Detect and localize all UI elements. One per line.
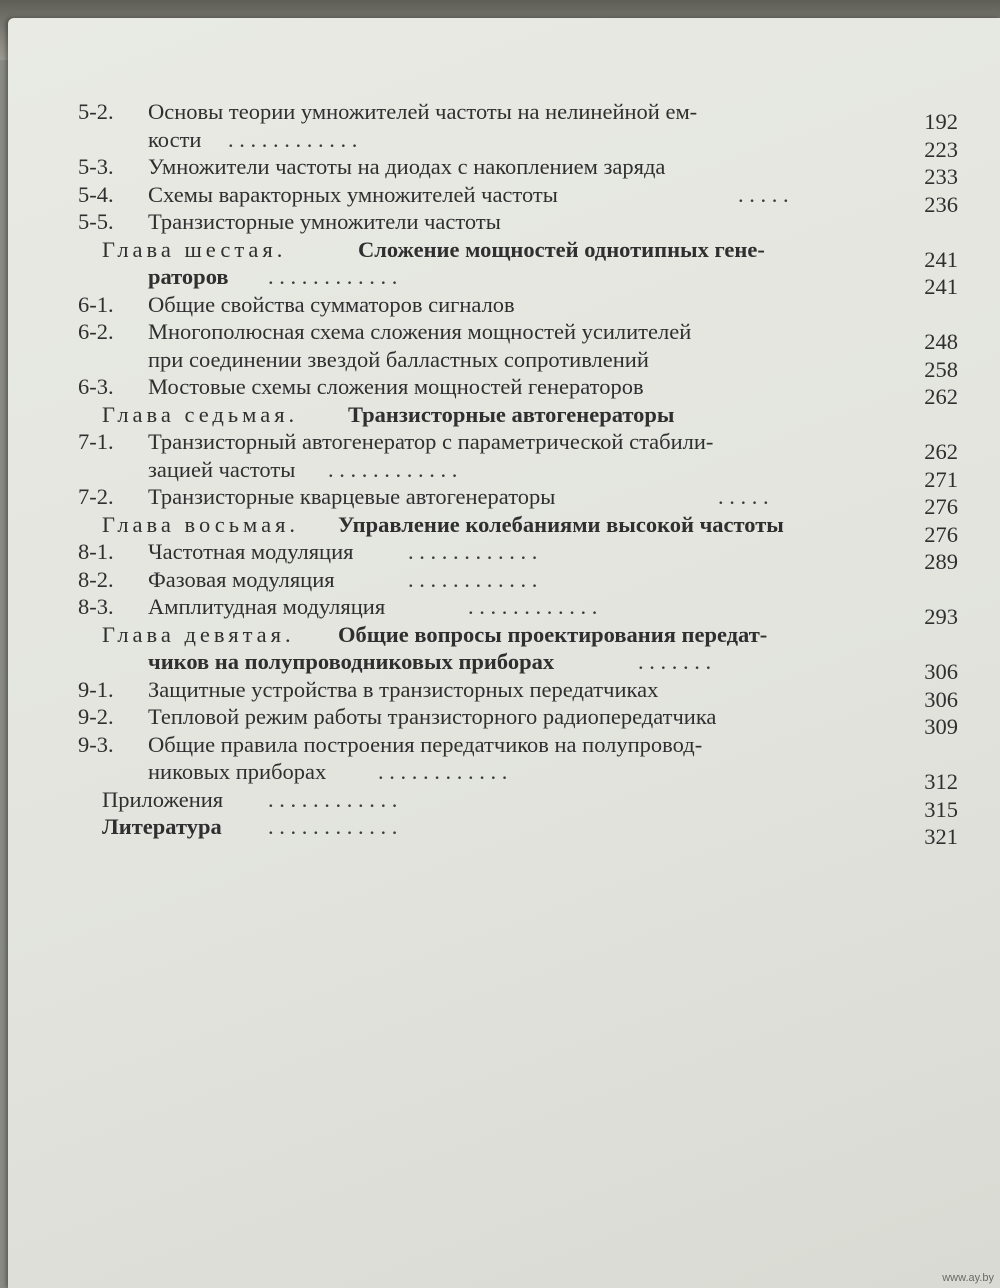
entry-title: Частотная модуляция — [148, 539, 354, 564]
toc-chapter — [78, 263, 958, 299]
entry-title: Схемы варакторных умножителей частоты — [148, 181, 558, 207]
chapter-label: Глава шестая. — [102, 236, 287, 262]
entry-number: 9-2. — [78, 704, 114, 729]
toc-entry — [78, 676, 958, 712]
page-number: 241 — [924, 246, 958, 272]
entry-number: 5-2. — [78, 99, 114, 124]
table-of-contents — [78, 98, 958, 849]
entry-number: 8-3. — [78, 594, 114, 619]
leader-dots: . . . . . — [718, 484, 769, 509]
toc-entry — [78, 566, 958, 594]
leader-dots: . . . . . . . . . . . . — [268, 264, 398, 289]
page-number: 192 — [924, 109, 958, 134]
entry-title: Мостовые схемы сложения мощностей генераторов — [148, 374, 644, 399]
page-number: 262 — [924, 384, 958, 409]
entry-title: Фазовая модуляция — [148, 566, 335, 592]
entry-title: зацией частоты — [148, 456, 296, 482]
toc-entry — [78, 813, 958, 849]
chapter-title: Общие вопросы проектирования передат- — [338, 621, 768, 647]
page-number: 276 — [924, 521, 958, 547]
toc-entry — [78, 786, 958, 822]
toc-chapter — [78, 401, 958, 429]
toc-chapter — [78, 648, 958, 684]
toc-entry — [78, 181, 958, 217]
page-number: 276 — [924, 494, 958, 519]
entry-title: при соединении звездой балластных сопротивлений — [148, 346, 649, 372]
entry-title: кости — [148, 126, 202, 152]
entry-title: Литература — [102, 814, 222, 839]
entry-number: 6-2. — [78, 319, 114, 344]
leader-dots: . . . . . . . . . . . . — [408, 539, 538, 564]
toc-entry — [78, 126, 958, 162]
chapter-label: Глава восьмая. — [102, 511, 300, 537]
entry-title: никовых приборах — [148, 759, 327, 784]
entry-number: 5-4. — [78, 181, 114, 207]
page-number: 233 — [924, 164, 958, 189]
entry-title: Транзисторные умножители частоты — [148, 209, 501, 234]
leader-dots: . . . . . . . . . . . . — [268, 814, 398, 839]
entry-number: 7-1. — [78, 429, 114, 454]
toc-entry — [78, 483, 958, 519]
toc-entry — [78, 703, 958, 739]
toc-entry — [78, 208, 958, 236]
toc-entry — [78, 593, 958, 629]
chapter-title: Управление колебаниями высокой частоты — [338, 511, 784, 537]
entry-number: 6-1. — [78, 291, 114, 317]
page-number: 271 — [924, 466, 958, 492]
leader-dots: . . . . . . . — [638, 649, 712, 674]
entry-title: Общие правила построения передатчиков на полупровод- — [148, 731, 703, 757]
entry-number: 9-3. — [78, 731, 114, 757]
chapter-label: Глава девятая. — [102, 621, 295, 647]
leader-dots: . . . . . . . . . . . . — [378, 759, 508, 784]
entry-number: 5-3. — [78, 154, 114, 179]
toc-chapter — [78, 511, 958, 547]
entry-number: 5-5. — [78, 209, 114, 234]
page-number: 236 — [924, 191, 958, 217]
page-number: 262 — [924, 439, 958, 464]
page-number: 312 — [924, 769, 958, 794]
leader-dots: . . . . . . . . . . . . — [228, 126, 358, 152]
entry-title: Многополюсная схема сложения мощностей усилителей — [148, 319, 692, 344]
entry-title: Тепловой режим работы транзисторного радиопередатчика — [148, 704, 717, 729]
chapter-label: Глава седьмая. — [102, 401, 299, 427]
entry-title: Умножители частоты на диодах с накоплением заряда — [148, 154, 666, 179]
toc-entry — [78, 346, 958, 382]
toc-entry — [78, 98, 958, 134]
page-number: 258 — [924, 356, 958, 382]
entry-title: Основы теории умножителей частоты на нелинейной ем- — [148, 99, 698, 124]
chapter-title: чиков на полупроводниковых приборах — [148, 649, 555, 674]
page-number: 289 — [924, 549, 958, 574]
entry-title: Транзисторные кварцевые автогенераторы — [148, 484, 556, 509]
leader-dots: . . . . . — [738, 181, 789, 207]
chapter-title: Транзисторные автогенераторы — [348, 401, 675, 427]
page-number: 223 — [924, 136, 958, 162]
entry-title: Защитные устройства в транзисторных передатчиках — [148, 676, 659, 702]
page-number: 306 — [924, 659, 958, 684]
page-number: 321 — [924, 824, 958, 849]
toc-chapter — [78, 621, 958, 649]
entry-title: Общие свойства сумматоров сигналов — [148, 291, 515, 317]
entry-title: Транзисторный автогенератор с параметрической стабили- — [148, 429, 714, 454]
toc-entry — [78, 291, 958, 319]
toc-entry — [78, 373, 958, 409]
book-page — [8, 18, 1000, 1288]
toc-entry — [78, 538, 958, 574]
toc-chapter — [78, 236, 958, 272]
toc-entry — [78, 318, 958, 354]
toc-entry — [78, 153, 958, 189]
entry-title: Приложения — [102, 786, 224, 812]
entry-number: 7-2. — [78, 484, 114, 509]
toc-entry — [78, 758, 958, 794]
page-number: 309 — [924, 714, 958, 739]
page-number: 241 — [924, 274, 958, 299]
watermark: www.ay.by — [942, 1272, 994, 1284]
entry-title: Амплитудная модуляция — [148, 594, 386, 619]
page-number: 248 — [924, 329, 958, 354]
leader-dots: . . . . . . . . . . . . — [408, 566, 538, 592]
toc-entry — [78, 428, 958, 464]
entry-number: 8-1. — [78, 539, 114, 564]
toc-entry — [78, 456, 958, 492]
page-number: 293 — [924, 604, 958, 629]
entry-number: 9-1. — [78, 676, 114, 702]
leader-dots: . . . . . . . . . . . . — [328, 456, 458, 482]
leader-dots: . . . . . . . . . . . . — [468, 594, 598, 619]
page-number: 315 — [924, 796, 958, 822]
page-number: 306 — [924, 686, 958, 712]
entry-number: 6-3. — [78, 374, 114, 399]
leader-dots: . . . . . . . . . . . . — [268, 786, 398, 812]
entry-number: 8-2. — [78, 566, 114, 592]
chapter-title: Сложение мощностей однотипных гене- — [358, 236, 765, 262]
toc-entry — [78, 731, 958, 759]
chapter-title: раторов — [148, 264, 229, 289]
